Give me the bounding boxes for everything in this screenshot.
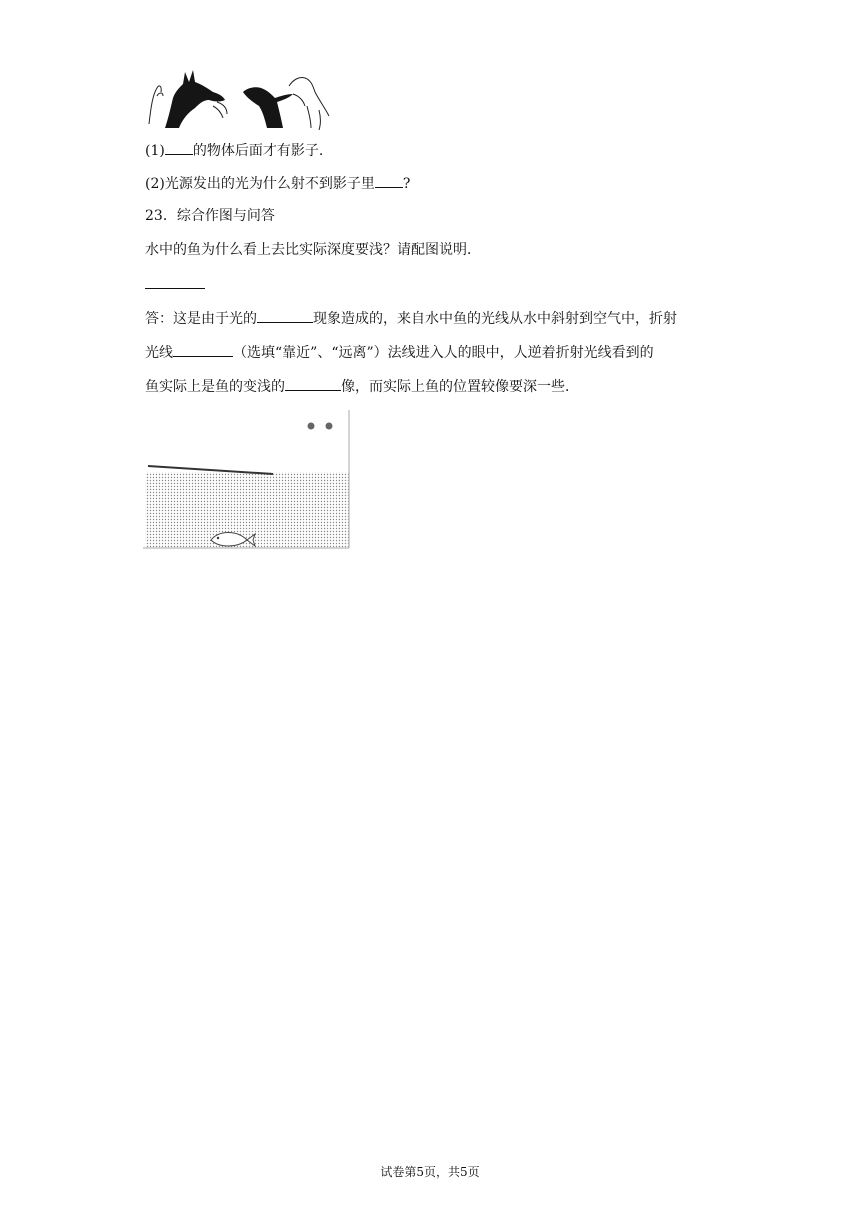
right-shadow <box>243 87 293 128</box>
answer-blank[interactable] <box>375 173 403 188</box>
left-shadow <box>165 70 225 128</box>
q23-question: 水中的鱼为什么看上去比实际深度要浅？请配图说明． <box>145 242 481 258</box>
hand-shadow-figure <box>143 66 333 130</box>
q23-answer-l3: 鱼实际上是鱼的变浅的 像，而实际上鱼的位置较像要深一些． <box>145 376 579 397</box>
answer-blank[interactable] <box>165 140 193 155</box>
left-hand-outline <box>149 86 163 124</box>
answer-blank[interactable] <box>145 274 205 289</box>
water-region <box>145 472 349 548</box>
right-hand-outline <box>289 77 329 130</box>
left-hand-right-outline <box>213 102 227 118</box>
q23-heading: 23．综合作图与问答 <box>145 208 275 224</box>
q23-answer-line[interactable] <box>145 274 205 295</box>
answer-blank[interactable] <box>285 376 341 391</box>
answer-blank[interactable] <box>257 308 313 323</box>
q22-part2: (2)光源发出的光为什么射不到影子里 ? <box>145 173 410 194</box>
q22-part1: (1) 的物体后面才有影子. <box>145 140 323 161</box>
q23-answer-l1: 答：这是由于光的 现象造成的，来自水中鱼的光线从水中斜射到空气中，折射 <box>145 308 677 329</box>
fish-in-water-figure <box>143 410 351 550</box>
eye-icon <box>308 423 315 430</box>
eye-icon <box>326 423 333 430</box>
q23-answer-l2: 光线 （选填“靠近”、“远离”）法线进入人的眼中，人逆着折射光线看到的 <box>145 342 654 363</box>
page-footer: 试卷第5页，共5页 <box>380 1165 480 1179</box>
answer-blank[interactable] <box>173 342 233 357</box>
